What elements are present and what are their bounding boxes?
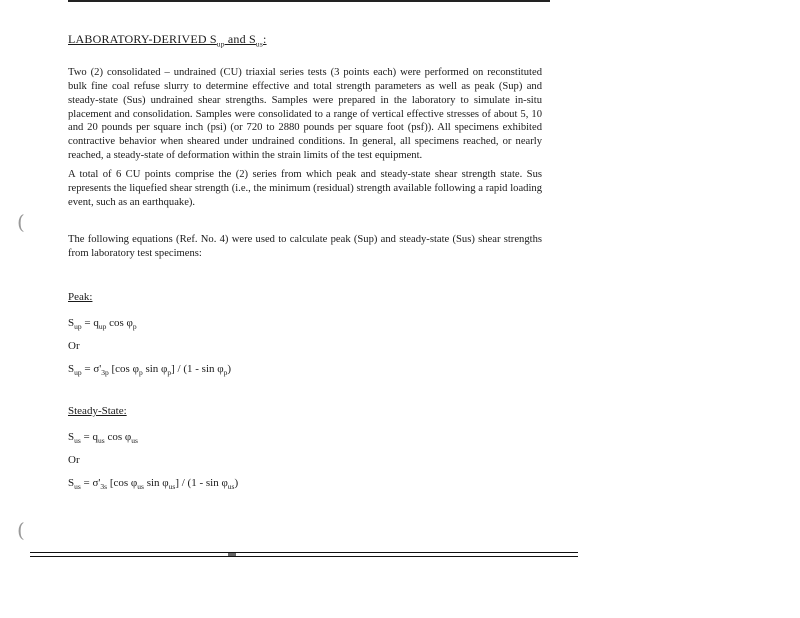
footer-rule-bottom (30, 556, 578, 557)
peak-equation-1: $S_{up} = q_{up}$ $\cos \varphi_p$ (68, 316, 137, 332)
peak-equation-2: $S_{up} = \sigma'_{3p}$ [cos $\varphi_p$ $\sin \varphi_p] / (1$ - $\sin \varphi_p$) (68, 363, 232, 378)
margin-mark-1: ( (17, 210, 25, 234)
margin-mark-2: ( (17, 518, 25, 542)
peak-or: Or (68, 340, 80, 353)
paragraph-cu-tests: Two (2) consolidated – undrained (CU) triaxial series tests (3 points each) were performed on reconstituted bulk fine coal refuse slurry to determine effective and total strength parameters as well as peak (Sup) and steady-state (Sus) undrained shear strengths. Samples were prepared in the laboratory to simulate in-situ placement and consolidation. Samples were consolidated to a range of vertical effective stresses of about 5, 10 and 20 pounds per square inch (psi) (or 720 to 2880 pounds per square foot (psf)). All specimens exhibited contractive behavior when sheared under undrained conditions. In general, all specimens reached, or nearly reached, a steady-state of deformation within the strain limits of the test equipment. (68, 67, 542, 161)
paragraph-cu-points: A total of 6 CU points comprise the (2) series from which peak and steady-state shear strength state. Sus represents the liquefied shear strength (i.e., the minimum (residual) strength available following a rapid loading event, such as an earthquake). (68, 169, 542, 208)
peak-label: Peak: (68, 290, 93, 303)
steady-state-label: Steady-State: (68, 405, 127, 418)
steady-equation-1: $S_{us} = q_{us}$ $\cos \varphi_{us}$ (68, 431, 138, 446)
top-rule (68, 0, 550, 2)
document-page (68, 28, 542, 501)
paragraph-equations-intro: The following equations (Ref. No. 4) were used to calculate peak (Sup) and steady-state (Sus) shear strengths from laboratory test specimens: (68, 234, 542, 260)
footer-rule-top (30, 552, 578, 553)
steady-or: Or (68, 454, 80, 467)
section-heading: LABORATORY-DERIVED $S_{up}$ and $S_{us}$: (68, 32, 267, 49)
steady-equation-2: $S_{us} = \sigma'_{3s}$ [cos $\varphi_{us}$ $\sin \varphi_{us}] / (1$ - $\sin \varphi_{us}$) (68, 477, 239, 492)
